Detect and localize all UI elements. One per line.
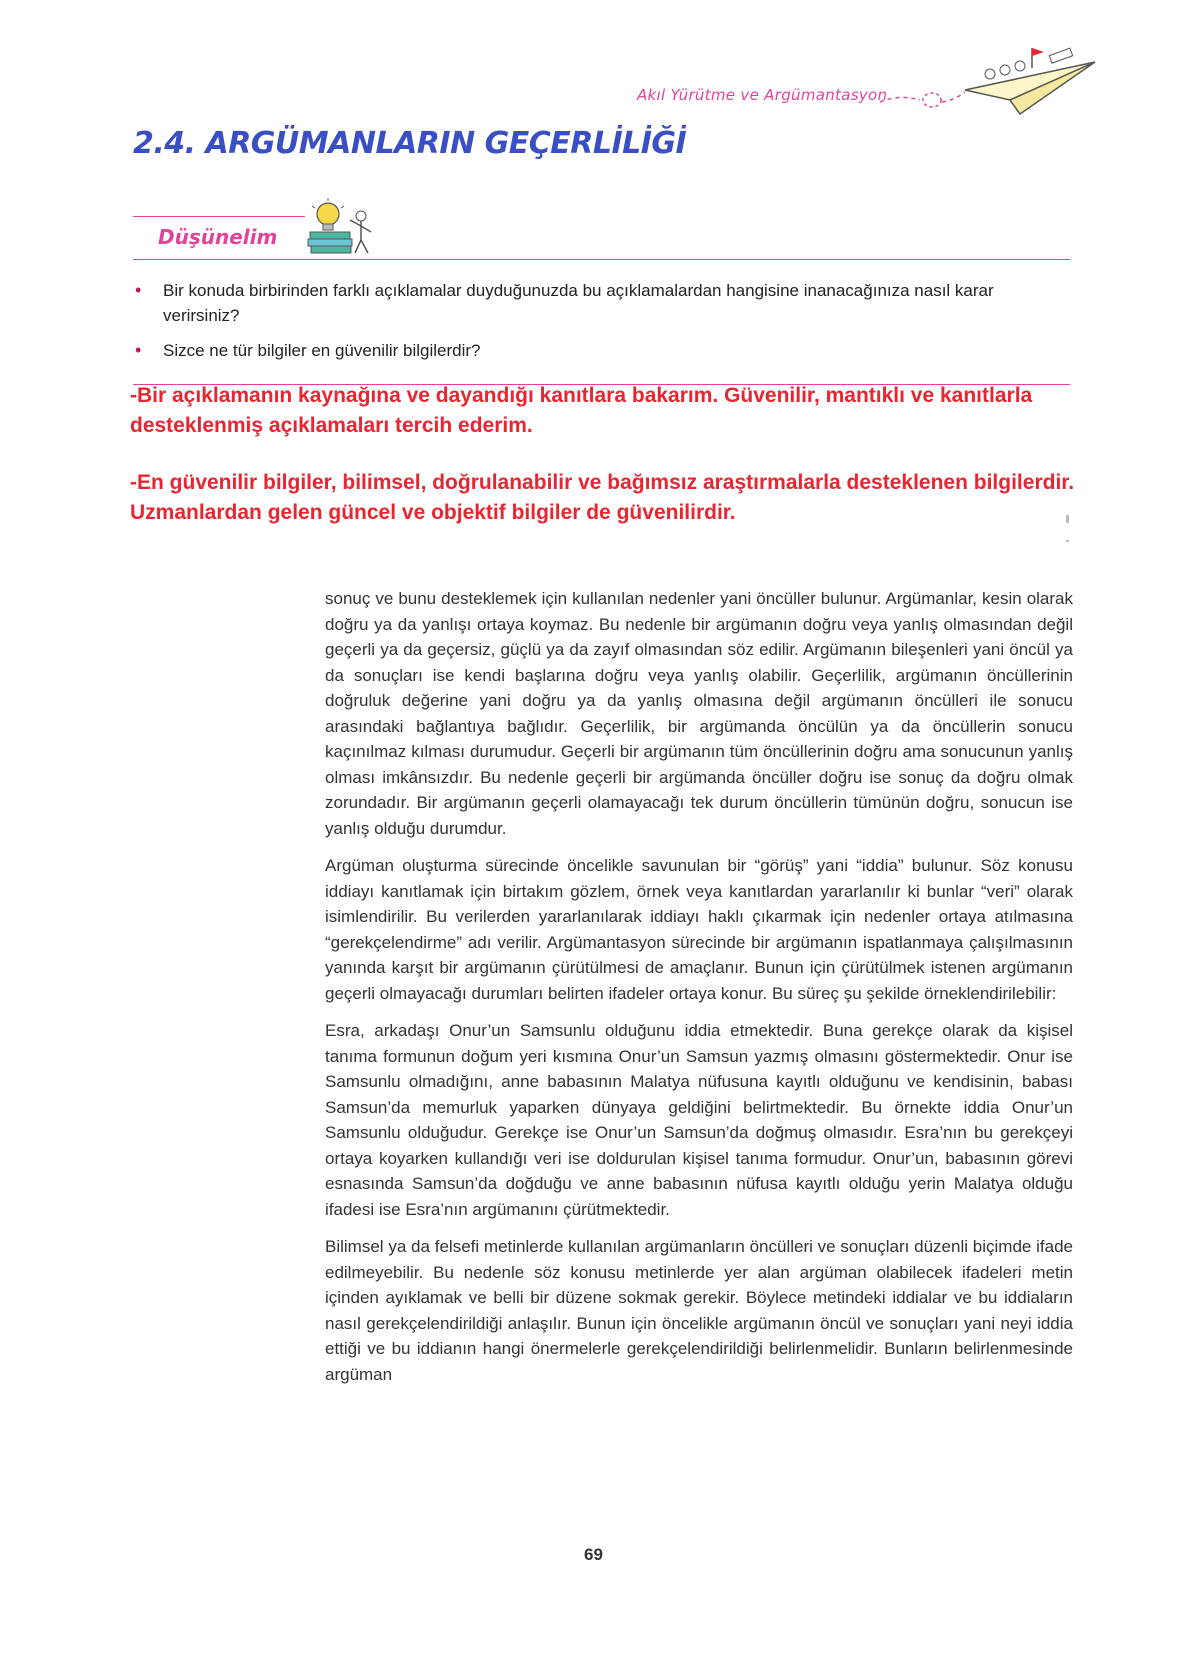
scan-mark [1066, 540, 1069, 542]
question-list [133, 278, 1073, 373]
question-item [133, 338, 1073, 363]
body-paragraph: sonuç ve bunu desteklemek için kullanılan nedenler yani öncüller bulunur. Argümanlar, kesin olarak doğru ya da yanlışı ortaya koymaz. Bu nedenle bir argümanın doğru veya yanlış olmasından değil geçerli ya da geçersiz, güçlü ya da zayıf olmasından söz edilir. Argümanın bileşenleri yani öncül ya da sonuçları ise kendi başlarına doğru veya yanlış olabilir. Geçerlilik, argümanın öncüllerinin doğruluk değerine yani doğru ya da yanlış olmasına değil argümanın öncülleri ile sonucu arasındaki bağlantıya bağlıdır. Geçerlilik, bir argümanda öncülün ya da öncüllerin sonucu kaçınılmaz kılması durumudur. Geçerli bir argümanın tüm öncüllerinin doğru ama sonucunun yanlış olması imkânsızdır. Bu nedenle geçerli bir argümanda öncüller doğru ise sonuç da doğru olmak zorundadır. Bir argümanın geçerli olamayacağı tek durum öncüllerin tümünün doğru, sonucun ise yanlış olduğu durumdur. [325, 589, 1073, 838]
page-number: 69 [584, 1545, 603, 1564]
lightbulb-books-icon [306, 198, 376, 258]
question-item [133, 278, 1073, 328]
question-text: Sizce ne tür bilgiler en güvenilir bilgilerdir? [163, 341, 481, 360]
bullet-icon: • [135, 340, 142, 360]
body-paragraph: Bilimsel ya da felsefi metinlerde kullanılan argümanların öncülleri ve sonuçları düzenli biçimde ifade edilmeyebilir. Bu nedenle söz konusu metinlerde yer alan argüman olabilecek ifadeleri metin içinden ayıklamak ve belli bir düzene sokmak gerekir. Böylece metindeki iddialar ve bu iddiaların nasıl gerekçelendirildiği anlaşılır. Bunun için öncelikle argümanın öncül ve sonuçları yani neyi iddia ettiği ve bu iddianın hangi önermelerle gerekçelendirildiği belirlenmelidir. Bunların belirlenmesinde argüman [325, 1237, 1073, 1384]
body-paragraph: Argüman oluşturma sürecinde öncelikle savunulan bir “görüş” yani “iddia” bulunur. Söz konusu iddiayı kanıtlamak için birtakım gözlem, örnek veya kanıtlardan yararlanılır ki bunlar “veri” olarak isimlendirilir. Bu verilerden yararlanılarak iddiayı haklı çıkarmak için nedenler ortaya atılmasına “gerekçelendirme” adı verilir. Argümantasyon sürecinde bir argümanın ispatlanmaya çalışılmasının yanında karşıt bir argümanın çürütülmesi de amaçlanır. Bunun için çürütülmek istenen argümanın geçerli olmayacağı durumları belirten ifadeler ortaya konur. Bu süreç şu şekilde örneklendirilebilir: [325, 856, 1073, 1003]
body-text [325, 586, 1073, 1399]
answer-block [130, 381, 1075, 555]
bullet-icon: • [135, 280, 142, 300]
running-header-title: Akıl Yürütme ve Argümantasyon [637, 86, 888, 104]
divider-bottom [133, 259, 1070, 260]
body-paragraph: Esra, arkadaşı Onur’un Samsunlu olduğunu iddia etmektedir. Buna gerekçe olarak da kişisel tanıma formunun doğum yeri kısmına Onur’un Samsun yazmış olmasını göstermektedir. Onur ise Samsunlu olmadığını, anne babasının Malatya nüfusuna kayıtlı olduğunu ve kendisinin, babası Samsun’da memurluk yaparken dünyaya geldiğini belirtmektedir. Bu örnekte iddia Onur’un Samsunlu olduğudur. Gerekçe ise Onur’un Samsun’da doğmuş olmasıdır. Esra’nın bu gerekçeyi ortaya koyarken kullandığı veri ise doldurulan kişisel tanıma formudur. Onur’un, babasının görevi esnasında Samsun’da doğduğu ve anne babasının nüfusa kayıtlı olduğu yerin Malatya olduğu ifadesi ise Esra’nın argümanını çürütmektedir. [325, 1021, 1073, 1219]
divider-top [133, 216, 305, 217]
think-label: Düşünelim [158, 225, 278, 249]
section-title: 2.4. ARGÜMANLARIN GEÇERLİLİĞİ [133, 126, 687, 161]
paper-plane-icon [880, 42, 1110, 122]
answer-1: -Bir açıklamanın kaynağına ve dayandığı kanıtlara bakarım. Güvenilir, mantıklı ve kanıtlarla desteklenmiş açıklamaları tercih ederim. [130, 384, 1033, 437]
answer-2: -En güvenilir bilgiler, bilimsel, doğrulanabilir ve bağımsız araştırmalarla desteklenen bilgilerdir. Uzmanlardan gelen güncel ve objektif bilgiler de güvenilirdir. [130, 471, 1075, 524]
scan-mark [1066, 515, 1069, 523]
question-text: Bir konuda birbirinden farklı açıklamalar duyduğunuzda bu açıklamalardan hangisine inanacağınıza nasıl karar verirsiniz? [163, 281, 994, 325]
